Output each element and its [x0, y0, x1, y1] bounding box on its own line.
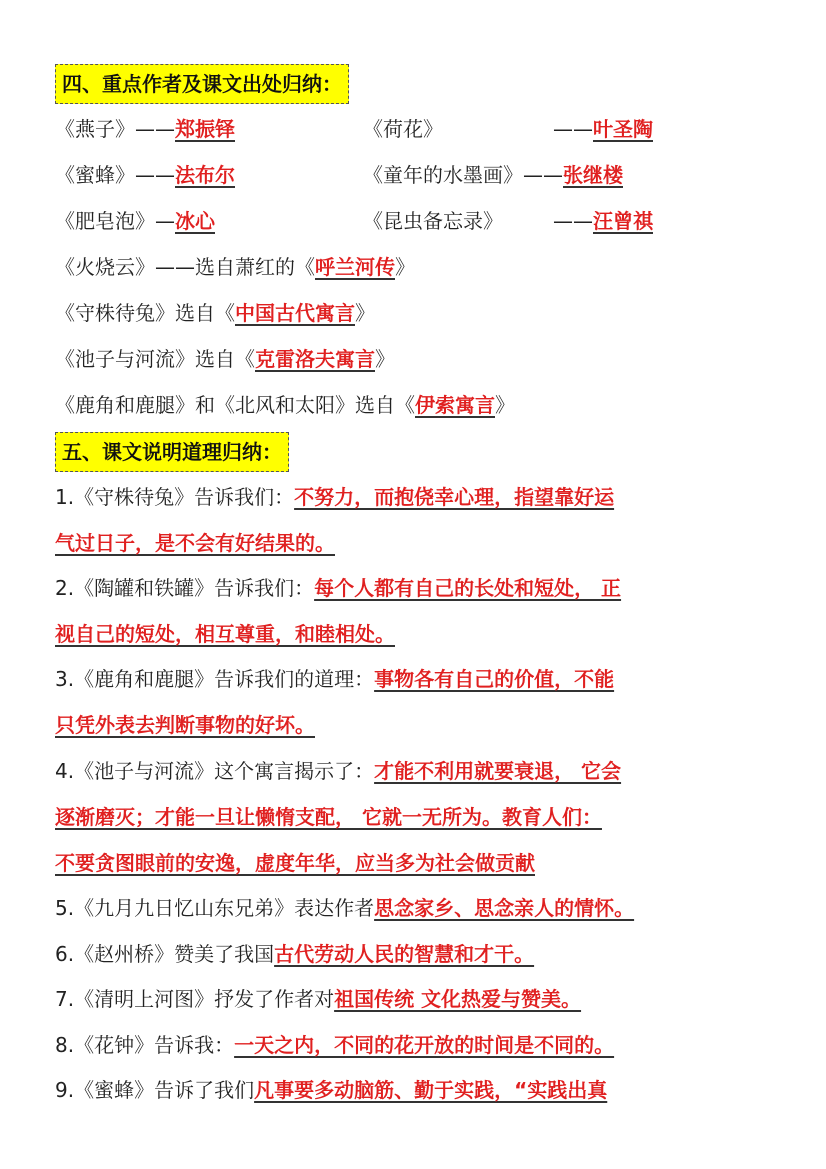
lesson-answer: 祖国传统 文化热爱与赞美。 [334, 987, 582, 1011]
author-answer: 法布尔 [175, 163, 235, 187]
source-line: 《池子与河流》选自《克雷洛夫寓言》 [55, 347, 395, 371]
source-answer: 伊索寓言 [415, 393, 495, 417]
lesson-line [55, 617, 771, 651]
lesson-answer: 气过日子，是不会有好结果的。 [55, 531, 335, 555]
lesson-line: 2.《陶罐和铁罐》告诉我们：每个人都有自己的长处和短处， 正 [55, 576, 622, 600]
author-item: ——叶圣陶 [553, 117, 653, 141]
author-item: 《肥皂泡》—冰心 [55, 209, 215, 233]
lesson-line [55, 800, 771, 834]
author-row-3 [55, 204, 771, 238]
lesson-line [55, 526, 771, 560]
lesson-line: 7.《清明上河图》抒发了作者对祖国传统 文化热爱与赞美。 [55, 987, 582, 1011]
lesson-answer: 只凭外表去判断事物的好坏。 [55, 713, 315, 737]
author-answer: 张继楼 [563, 163, 623, 187]
author-item: 《昆虫备忘录》 [363, 209, 503, 233]
source-answer: 呼兰河传 [315, 255, 395, 279]
lesson-line: 8.《花钟》告诉我：一天之内，不同的花开放的时间是不同的。 [55, 1033, 615, 1057]
author-item: ——汪曾祺 [553, 209, 653, 233]
lesson-answer: 不要贪图眼前的安逸，虚度年华，应当多为社会做贡献 [55, 851, 535, 875]
author-item: 《童年的水墨画》——张继楼 [363, 163, 623, 187]
lesson-answer: 不努力，而抱侥幸心理，指望靠好运 [294, 485, 615, 509]
source-line: 《火烧云》——选自萧红的《呼兰河传》 [55, 255, 415, 279]
lesson-line: 4.《池子与河流》这个寓言揭示了：才能不利用就要衰退， 它会 [55, 759, 622, 783]
author-item: 《燕子》——郑振铎 [55, 117, 235, 141]
source-line: 《鹿角和鹿腿》和《北风和太阳》选自《伊索寓言》 [55, 393, 515, 417]
lesson-line: 6.《赵州桥》赞美了我国古代劳动人民的智慧和才干。 [55, 942, 535, 966]
source-answer: 克雷洛夫寓言 [255, 347, 375, 371]
lesson-line: 1.《守株待兔》告诉我们：不努力，而抱侥幸心理，指望靠好运 [55, 485, 615, 509]
author-answer: 郑振铎 [175, 117, 235, 141]
lesson-answer: 事物各有自己的价值，不能 [374, 667, 615, 691]
author-item: 《蜜蜂》——法布尔 [55, 163, 235, 187]
lesson-answer: 思念家乡、思念亲人的情怀。 [374, 896, 635, 920]
source-line: 《守株待兔》选自《中国古代寓言》 [55, 301, 375, 325]
lesson-answer: 视自己的短处，相互尊重，和睦相处。 [55, 622, 395, 646]
author-row-2 [55, 158, 771, 192]
lesson-line: 5.《九月九日忆山东兄弟》表达作者思念家乡、思念亲人的情怀。 [55, 896, 635, 920]
lesson-answer: 每个人都有自己的长处和短处， 正 [314, 576, 622, 600]
section4-heading: 四、重点作者及课文出处归纳： [55, 64, 349, 104]
author-answer: 冰心 [175, 209, 215, 233]
section5-heading: 五、课文说明道理归纳： [55, 432, 289, 472]
author-row-1 [55, 112, 771, 146]
lesson-answer: 一天之内，不同的花开放的时间是不同的。 [234, 1033, 615, 1057]
lesson-answer: 逐渐磨灭；才能一旦让懒惰支配， 它就一无所为。教育人们： [55, 805, 602, 829]
lesson-line [55, 708, 771, 742]
lesson-answer: 古代劳动人民的智慧和才干。 [274, 942, 535, 966]
lesson-line: 3.《鹿角和鹿腿》告诉我们的道理：事物各有自己的价值，不能 [55, 667, 615, 691]
source-answer: 中国古代寓言 [235, 301, 355, 325]
author-answer: 叶圣陶 [593, 117, 653, 141]
lesson-answer: 才能不利用就要衰退， 它会 [374, 759, 622, 783]
lesson-answer: 凡事要多动脑筋、勤于实践，“实践出真 [254, 1078, 608, 1102]
lesson-line: 9.《蜜蜂》告诉了我们凡事要多动脑筋、勤于实践，“实践出真 [55, 1078, 608, 1102]
author-answer: 汪曾祺 [593, 209, 653, 233]
author-item: 《荷花》 [363, 117, 443, 141]
lesson-line [55, 846, 771, 880]
